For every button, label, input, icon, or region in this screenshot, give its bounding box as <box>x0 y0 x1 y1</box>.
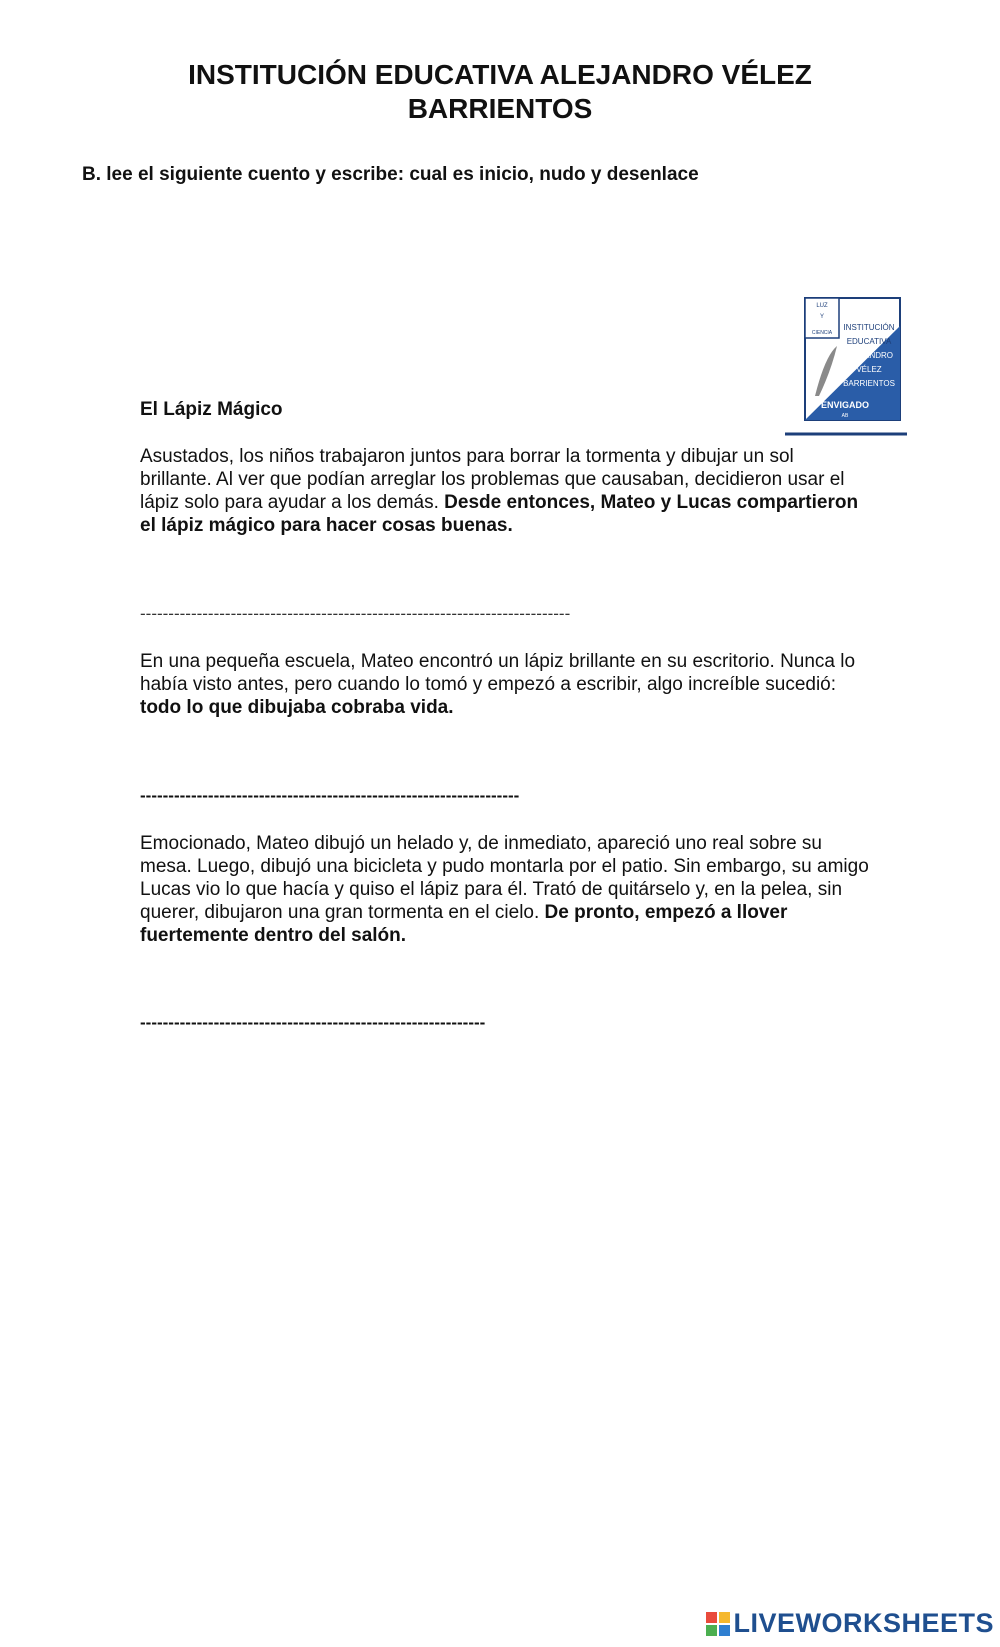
liveworksheets-icon <box>705 1611 731 1637</box>
logo-top-label-2: Y <box>819 314 825 320</box>
logo-top-label-1: LUZ <box>816 303 828 309</box>
title-line-2: BARRIENTOS <box>407 93 593 124</box>
answer-line-2: ------------------------------------------------------------------- <box>140 786 520 805</box>
paragraph-1-bold: Desde entonces, Mateo y Lucas compartieron el lápiz mágico para hacer cosas buenas. <box>140 492 859 536</box>
logo-line-1: INSTITUCIÓN <box>843 323 895 332</box>
answer-line-1: ---------------------------------------------------------------------------- <box>140 604 571 623</box>
answer-line-3: ------------------------------------------------------------- <box>140 1013 486 1032</box>
logo-bottom-small: AB <box>841 413 849 419</box>
liveworksheets-brand <box>705 1608 994 1639</box>
logo-top-label-3: CIENCIA <box>811 330 833 336</box>
logo-line-4: VÉLEZ <box>856 365 882 374</box>
logo-line-3: ALEJANDRO <box>844 351 894 360</box>
story-paragraph-3 <box>140 832 870 947</box>
story-title: El Lápiz Mágico <box>140 399 283 420</box>
brand-text: LIVEWORKSHEETS <box>733 1608 994 1638</box>
paragraph-3-text: Emocionado, Mateo dibujó un helado y, de inmediato, apareció uno real sobre su mesa. Luego, dibujó una bicicleta y pudo montarla por el patio. Sin embargo, su amigo Lucas vio lo que hacía y quiso el lápiz para él. Trató de quitárselo y, en la pelea, sin querer, dibujaron una gran tormenta en el cielo. <box>140 833 869 923</box>
paragraph-3-bold: De pronto, empezó a llover fuertemente dentro del salón. <box>140 902 788 946</box>
title-line-1: INSTITUCIÓN EDUCATIVA ALEJANDRO VÉLEZ <box>188 59 812 90</box>
school-logo <box>785 296 907 438</box>
paragraph-2-text: En una pequeña escuela, Mateo encontró un lápiz brillante en su escritorio. Nunca lo había visto antes, pero cuando lo tomó y empezó a escribir, algo increíble sucedió: <box>140 651 856 695</box>
logo-bottom: ENVIGADO <box>820 400 870 410</box>
story-paragraph-2 <box>140 650 870 719</box>
paragraph-1-text: Asustados, los niños trabajaron juntos para borrar la tormenta y dibujar un sol brillante. Al ver que podían arreglar los problemas que causaban, decidieron usar el lápiz solo para ayudar a los demás. <box>140 446 845 513</box>
instruction-text: B. lee el siguiente cuento y escribe: cual es inicio, nudo y desenlace <box>82 164 699 185</box>
logo-line-2: EDUCATIVA <box>846 337 892 346</box>
logo-line-5: BARRIENTOS <box>843 379 895 388</box>
story-paragraph-1 <box>140 445 870 537</box>
paragraph-2-bold: todo lo que dibujaba cobraba vida. <box>140 697 454 718</box>
page-title <box>0 58 1000 126</box>
